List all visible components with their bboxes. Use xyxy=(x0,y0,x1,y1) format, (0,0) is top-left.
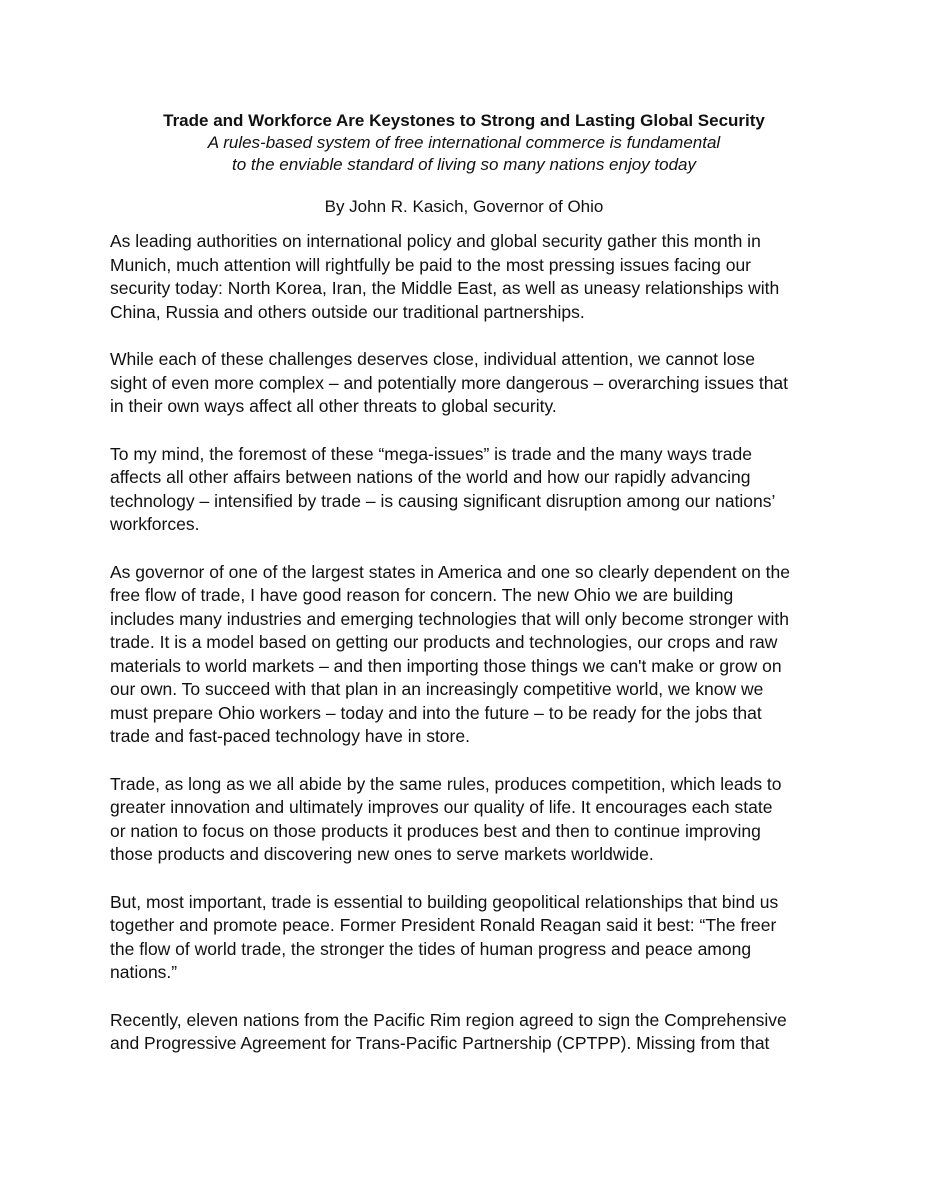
paragraph-line: materials to world markets – and then importing those things we can't make or grow on xyxy=(110,655,782,676)
paragraph-line: nations.” xyxy=(110,962,178,982)
paragraph-line: Recently, eleven nations from the Pacific Rim region agreed to sign the Comprehensive xyxy=(110,1009,787,1030)
article-body xyxy=(110,230,830,1080)
paragraph-line: security today: North Korea, Iran, the Middle East, as well as uneasy relationships with xyxy=(110,278,780,298)
paragraph-line: the flow of world trade, the stronger the tides of human progress and peace among xyxy=(110,938,752,959)
paragraph xyxy=(110,773,830,867)
paragraph-line: To my mind, the foremost of these “mega-issues” is trade and the many ways trade xyxy=(110,443,752,464)
paragraph-line: greater innovation and ultimately improves our quality of life. It encourages each state xyxy=(110,797,773,817)
paragraph xyxy=(110,348,830,419)
paragraph-line: our own. To succeed with that plan in an increasingly competitive world, we know we xyxy=(110,679,764,699)
paragraph-line: together and promote peace. Former President Ronald Reagan said it best: “The freer xyxy=(110,915,777,935)
document-header xyxy=(0,110,928,218)
document-title: Trade and Workforce Are Keystones to Strong and Lasting Global Security xyxy=(163,111,765,130)
paragraph-line: includes many industries and emerging technologies that will only become stronger with xyxy=(110,608,789,629)
paragraph-line: and Progressive Agreement for Trans-Pacific Partnership (CPTPP). Missing from that xyxy=(110,1033,770,1053)
byline: By John R. Kasich, Governor of Ohio xyxy=(324,197,604,216)
paragraph-line: Munich, much attention will rightfully be paid to the most pressing issues facing our xyxy=(110,254,752,275)
paragraph xyxy=(110,891,830,985)
paragraph-line: workforces. xyxy=(110,514,200,534)
paragraph xyxy=(110,561,830,749)
paragraph-line: or nation to focus on those products it produces best and then to continue improving xyxy=(110,820,761,841)
subtitle-line: to the enviable standard of living so many nations enjoy today xyxy=(231,155,696,174)
paragraph xyxy=(110,1009,830,1056)
paragraph-line: in their own ways affect all other threats to global security. xyxy=(110,396,557,416)
document-subtitle xyxy=(0,132,928,176)
paragraph-line: must prepare Ohio workers – today and into the future – to be ready for the jobs that xyxy=(110,702,762,723)
paragraph-line: affects all other affairs between nations of the world and how our rapidly advancing xyxy=(110,467,751,487)
paragraph-line: As leading authorities on international policy and global security gather this month in xyxy=(110,231,761,251)
paragraph-line: trade and fast-paced technology have in store. xyxy=(110,726,470,746)
paragraph-line: trade. It is a model based on getting our products and technologies, our crops and raw xyxy=(110,632,778,652)
subtitle-line: A rules-based system of free international commerce is fundamental xyxy=(207,133,721,152)
paragraph-line: While each of these challenges deserves close, individual attention, we cannot lose xyxy=(110,349,755,369)
paragraph-line: China, Russia and others outside our traditional partnerships. xyxy=(110,301,585,322)
paragraph-line: those products and discovering new ones to serve markets worldwide. xyxy=(110,844,654,864)
paragraph-line: But, most important, trade is essential to building geopolitical relationships that bind us xyxy=(110,891,779,912)
paragraph-line: sight of even more complex – and potentially more dangerous – overarching issues that xyxy=(110,372,789,393)
paragraph xyxy=(110,443,830,537)
paragraph xyxy=(110,230,830,324)
paragraph-line: technology – intensified by trade – is causing significant disruption among our nations’ xyxy=(110,490,776,511)
paragraph-line: Trade, as long as we all abide by the same rules, produces competition, which leads to xyxy=(110,773,782,794)
paragraph-line: free flow of trade, I have good reason for concern. The new Ohio we are building xyxy=(110,585,734,605)
paragraph-line: As governor of one of the largest states in America and one so clearly dependent on the xyxy=(110,561,791,582)
